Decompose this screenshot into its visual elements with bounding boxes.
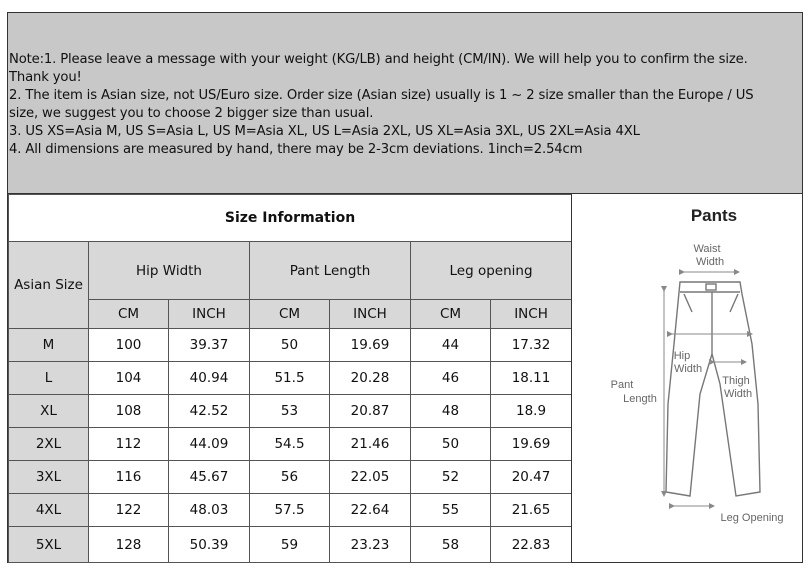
pants-diagram [571, 194, 802, 563]
table-row [9, 494, 572, 527]
value-cell: 59 [250, 527, 330, 563]
table-row [9, 362, 572, 395]
leg-opening-label: Leg Opening [720, 512, 784, 524]
value-cell: 20.47 [491, 461, 572, 494]
value-cell: 48 [411, 395, 491, 428]
hip-width-header: Hip Width [89, 242, 250, 300]
value-cell: 57.5 [250, 494, 330, 527]
value-cell: 17.32 [491, 329, 572, 362]
size-table [8, 194, 572, 563]
table-title: Size Information [9, 195, 572, 242]
value-cell: 100 [89, 329, 169, 362]
size-cell: XL [9, 395, 89, 428]
value-cell: 128 [89, 527, 169, 563]
value-cell: 18.11 [491, 362, 572, 395]
note-panel [8, 13, 802, 194]
value-cell: 122 [89, 494, 169, 527]
size-chart-panel [7, 12, 803, 563]
size-cell: 2XL [9, 428, 89, 461]
note-line: 4. All dimensions are measured by hand, there may be 2-3cm deviations. 1inch=2.54cm [9, 142, 583, 157]
size-cell: M [9, 329, 89, 362]
pants-illustration [572, 194, 803, 563]
value-cell: 50.39 [169, 527, 250, 563]
size-cell: 4XL [9, 494, 89, 527]
thigh-label: Thigh [722, 375, 750, 387]
table-row [9, 527, 572, 563]
pant-length-label: Length [623, 393, 657, 405]
unit-header: CM [89, 300, 169, 329]
unit-header: INCH [330, 300, 411, 329]
leg-opening-header: Leg opening [411, 242, 572, 300]
value-cell: 45.67 [169, 461, 250, 494]
value-cell: 50 [411, 428, 491, 461]
value-cell: 42.52 [169, 395, 250, 428]
value-cell: 20.28 [330, 362, 411, 395]
unit-header: CM [411, 300, 491, 329]
note-line: Note:1. Please leave a message with your weight (KG/LB) and height (CM/IN). We will help you to confirm the size. [9, 52, 748, 67]
value-cell: 21.46 [330, 428, 411, 461]
value-cell: 46 [411, 362, 491, 395]
value-cell: 40.94 [169, 362, 250, 395]
note-line: Thank you! [9, 70, 82, 85]
value-cell: 39.37 [169, 329, 250, 362]
unit-header: CM [250, 300, 330, 329]
size-cell: L [9, 362, 89, 395]
waist-label: Width [695, 256, 725, 268]
value-cell: 23.23 [330, 527, 411, 563]
diagram-title: Pants [690, 206, 738, 225]
hip-label: Width [673, 363, 703, 375]
value-cell: 112 [89, 428, 169, 461]
table-row [9, 329, 572, 362]
value-cell: 108 [89, 395, 169, 428]
value-cell: 53 [250, 395, 330, 428]
value-cell: 58 [411, 527, 491, 563]
value-cell: 50 [250, 329, 330, 362]
unit-header: INCH [491, 300, 572, 329]
table-row [9, 428, 572, 461]
note-line: 3. US XS=Asia M, US S=Asia L, US M=Asia XL, US L=Asia 2XL, US XL=Asia 3XL, US 2XL=Asia 4XL [9, 124, 640, 139]
value-cell: 44 [411, 329, 491, 362]
table-row [9, 395, 572, 428]
value-cell: 55 [411, 494, 491, 527]
thigh-label: Width [723, 388, 753, 400]
value-cell: 19.69 [491, 428, 572, 461]
size-cell: 3XL [9, 461, 89, 494]
note-line: size, we suggest you to choose 2 bigger size than usual. [9, 106, 374, 121]
value-cell: 104 [89, 362, 169, 395]
value-cell: 44.09 [169, 428, 250, 461]
note-line: 2. The item is Asian size, not US/Euro size. Order size (Asian size) usually is 1 ~ 2 size smaller than the Europe / US [9, 88, 754, 103]
value-cell: 19.69 [330, 329, 411, 362]
value-cell: 21.65 [491, 494, 572, 527]
value-cell: 116 [89, 461, 169, 494]
value-cell: 22.05 [330, 461, 411, 494]
value-cell: 51.5 [250, 362, 330, 395]
hip-label: Hip [673, 350, 691, 362]
value-cell: 48.03 [169, 494, 250, 527]
value-cell: 22.64 [330, 494, 411, 527]
pant-length-label: Pant [610, 379, 634, 391]
size-column-header: Asian Size [9, 242, 89, 329]
value-cell: 56 [250, 461, 330, 494]
size-cell: 5XL [9, 527, 89, 563]
pant-length-header: Pant Length [250, 242, 411, 300]
unit-header: INCH [169, 300, 250, 329]
value-cell: 52 [411, 461, 491, 494]
value-cell: 20.87 [330, 395, 411, 428]
waist-label: Waist [693, 243, 721, 255]
value-cell: 54.5 [250, 428, 330, 461]
value-cell: 22.83 [491, 527, 572, 563]
value-cell: 18.9 [491, 395, 572, 428]
table-row [9, 461, 572, 494]
